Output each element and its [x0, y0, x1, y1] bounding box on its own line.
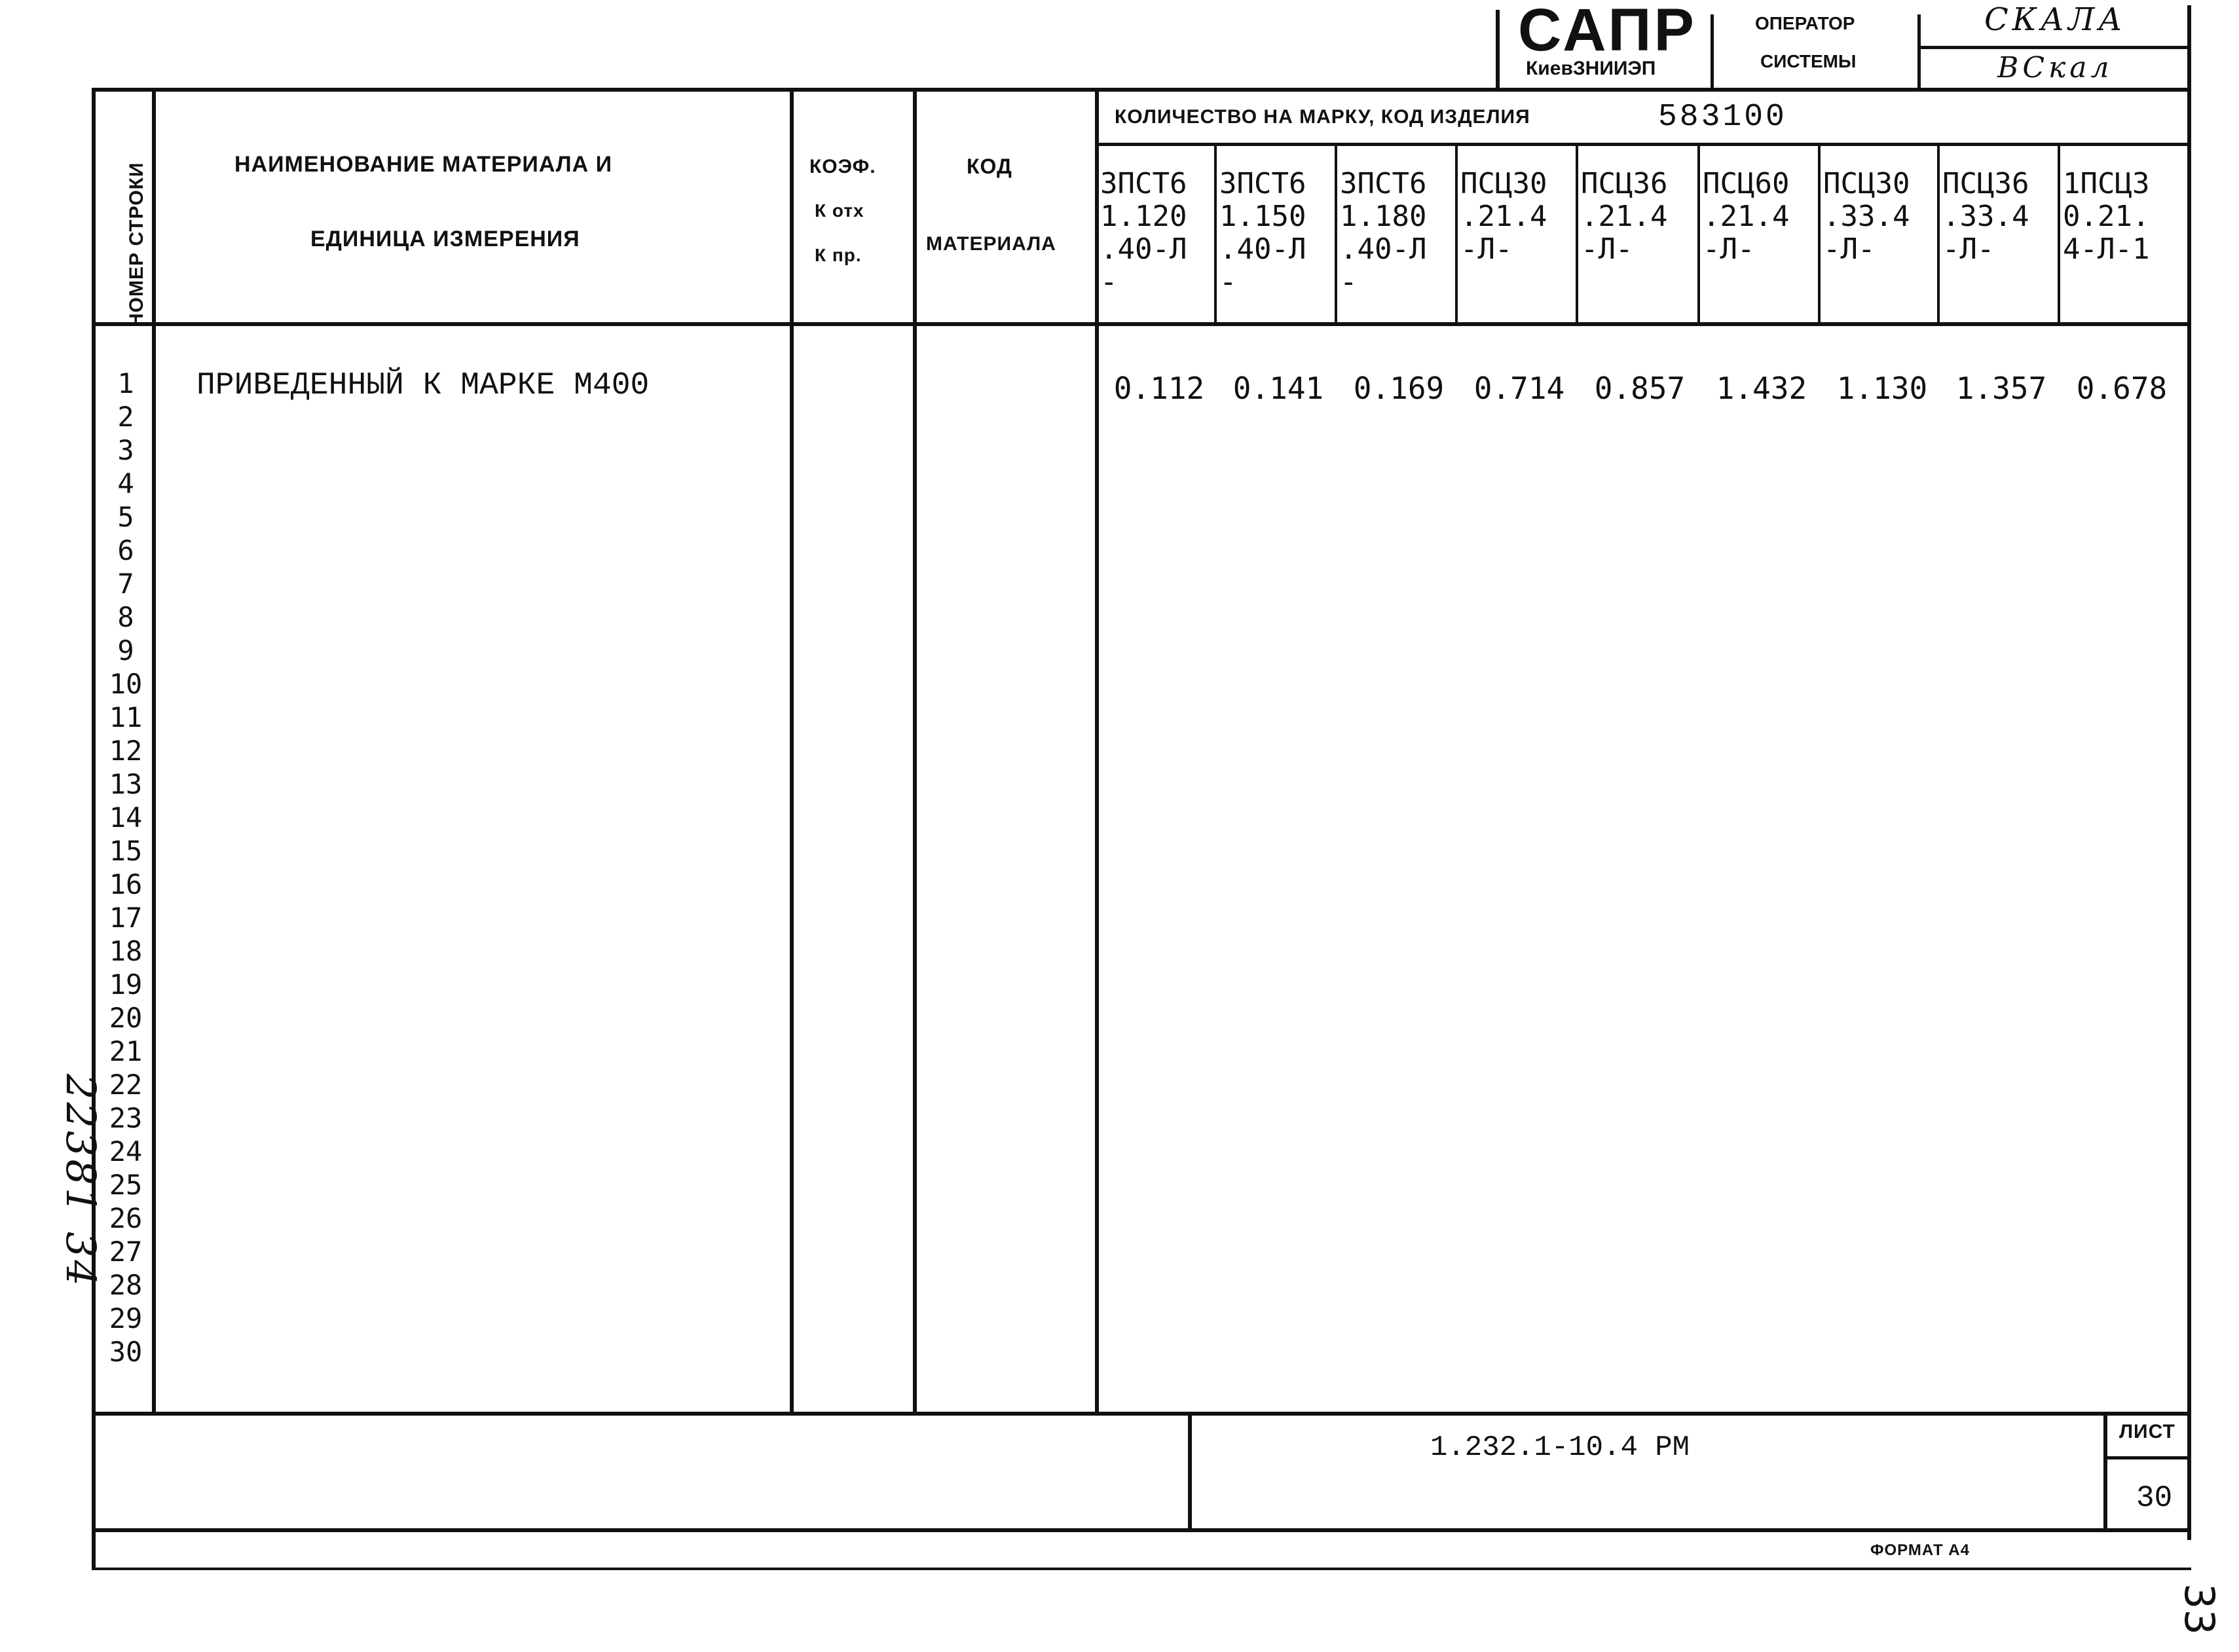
- row-number: 7: [117, 568, 134, 600]
- quantity-value: 0.141: [1232, 371, 1324, 406]
- row-number: 26: [109, 1202, 143, 1234]
- row-number: 30: [109, 1336, 143, 1368]
- row-number: 17: [109, 902, 143, 934]
- quantity-value: 0.714: [1473, 371, 1565, 406]
- stamp-divider: [1711, 14, 1714, 92]
- format-line: [92, 1568, 2191, 1570]
- product-column-header: 3ПСТ6 1.120 .40-Л -: [1100, 167, 1187, 299]
- row-number: 9: [117, 634, 134, 667]
- material-name: ПРИВЕДЕННЫЙ К МАРКЕ М400: [196, 368, 650, 403]
- row-number: 2: [117, 401, 134, 433]
- row-number: 1: [117, 367, 134, 399]
- row-number-header: НОМЕР СТРОКИ: [126, 162, 147, 327]
- product-column-header: ПСЦ30 .21.4 -Л-: [1460, 167, 1547, 266]
- product-column-header: 3ПСТ6 1.180 .40-Л -: [1340, 167, 1427, 299]
- stamp-operator-label: СИСТЕМЫ: [1760, 51, 1857, 71]
- footer-bottom-line: [92, 1528, 2191, 1532]
- row-number: 6: [117, 534, 134, 566]
- column-divider: [790, 88, 794, 1414]
- row-number: 27: [109, 1236, 143, 1268]
- footer-divider: [2103, 1412, 2107, 1531]
- row-number: 22: [109, 1069, 143, 1101]
- format-label: ФОРМАТ А4: [1870, 1541, 1970, 1559]
- product-column-header: ПСЦ30 .33.4 -Л-: [1823, 167, 1910, 266]
- table-border-right: [2187, 88, 2191, 1540]
- column-divider: [1095, 88, 1099, 1414]
- row-number: 3: [117, 434, 134, 466]
- row-number: 18: [109, 935, 143, 967]
- quantity-header-line: [1098, 143, 2191, 146]
- column-divider: [913, 88, 917, 1414]
- format-line: [92, 1531, 96, 1570]
- coef-header: КОЭФ.: [809, 156, 876, 177]
- document-code: 1.232.1-10.4 РМ: [1430, 1431, 1690, 1464]
- quantity-value: 1.357: [1955, 371, 2047, 406]
- quantity-value: 0.169: [1353, 371, 1445, 406]
- product-column-header: 3ПСТ6 1.150 .40-Л -: [1219, 167, 1306, 299]
- material-header: НАИМЕНОВАНИЕ МАТЕРИАЛА И: [234, 152, 613, 177]
- sheet-number: 30: [2136, 1481, 2173, 1515]
- row-number: 20: [109, 1002, 143, 1034]
- body-bottom-line: [92, 1412, 2191, 1416]
- row-number-list: [100, 367, 152, 1368]
- material-header: ЕДИНИЦА ИЗМЕРЕНИЯ: [310, 227, 580, 251]
- row-number: 29: [109, 1302, 143, 1334]
- page-number: 33: [2175, 1583, 2223, 1635]
- footer-divider: [1188, 1412, 1192, 1531]
- stamp-divider: [1496, 10, 1500, 88]
- stamp-operator-signature: ВСкал: [1997, 51, 2113, 84]
- format-line: [92, 1568, 96, 1569]
- quantity-value: 0.857: [1594, 371, 1686, 406]
- row-number: 14: [109, 801, 143, 834]
- quantity-header: КОЛИЧЕСТВО НА МАРКУ, КОД ИЗДЕЛИЯ: [1115, 106, 1530, 128]
- row-number: 16: [109, 868, 143, 900]
- stamp-system-name: СКАЛА: [1984, 1, 2126, 38]
- code-header: МАТЕРИАЛА: [926, 233, 1056, 255]
- code-header: КОД: [967, 155, 1012, 178]
- quantity-value: 0.678: [2076, 371, 2168, 406]
- coef-header: К отх: [815, 200, 864, 221]
- row-number: 21: [109, 1035, 143, 1067]
- row-number: 24: [109, 1135, 143, 1167]
- product-code: 583100: [1658, 100, 1787, 135]
- stamp-system: САПР: [1518, 0, 1697, 64]
- stamp-divider: [1917, 46, 2190, 49]
- row-number: 10: [109, 668, 143, 700]
- row-number: 5: [117, 501, 134, 533]
- product-column-header: 1ПСЦ3 0.21. 4-Л-1: [2063, 167, 2150, 266]
- stamp-organization: КиевЗНИИЭП: [1526, 58, 1656, 79]
- product-column-header: ПСЦ36 .21.4 -Л-: [1581, 167, 1668, 266]
- quantity-value: 0.112: [1113, 371, 1205, 406]
- table-border-left: [92, 88, 96, 1540]
- footer-divider: [2103, 1456, 2189, 1459]
- row-number: 4: [117, 468, 134, 500]
- coef-header: К пр.: [815, 245, 862, 265]
- product-column-divider: [1697, 143, 1700, 325]
- margin-note: 22381 34: [57, 1074, 105, 1289]
- sheet-label: ЛИСТ: [2119, 1421, 2175, 1442]
- row-number: 13: [109, 768, 143, 800]
- row-number: 19: [109, 968, 143, 1000]
- stamp-divider: [1917, 14, 1921, 92]
- stamp-operator-label: ОПЕРАТОР: [1755, 13, 1855, 33]
- product-column-header: ПСЦ36 .33.4 -Л-: [1942, 167, 2029, 266]
- quantity-value: 1.432: [1716, 371, 1807, 406]
- table-border-top: [92, 88, 2191, 92]
- header-bottom-line: [92, 322, 2191, 326]
- row-number: 15: [109, 835, 143, 867]
- quantity-value: 1.130: [1836, 371, 1928, 406]
- row-number: 12: [109, 735, 143, 767]
- row-number: 8: [117, 601, 134, 633]
- column-divider: [152, 88, 156, 1414]
- row-number: 11: [109, 701, 143, 733]
- row-number: 28: [109, 1269, 143, 1301]
- product-column-header: ПСЦ60 .21.4 -Л-: [1703, 167, 1790, 266]
- row-number: 25: [109, 1169, 143, 1201]
- row-number: 23: [109, 1102, 143, 1134]
